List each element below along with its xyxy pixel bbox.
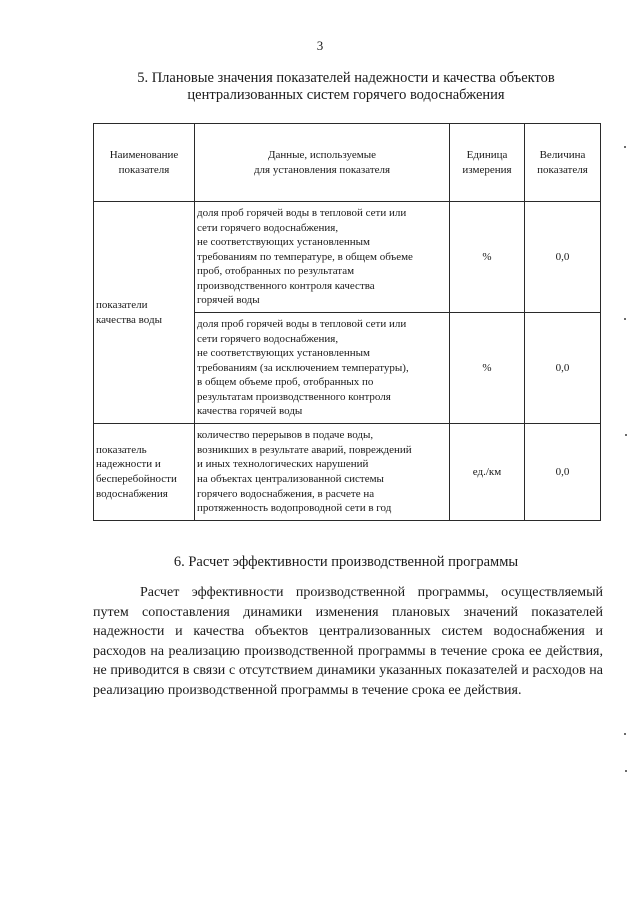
unit-cell: ед./км <box>450 424 525 521</box>
scan-mark <box>624 146 626 148</box>
table-row <box>94 424 601 521</box>
scan-mark <box>624 318 626 320</box>
indicators-table <box>93 123 601 521</box>
page-number: 3 <box>316 38 324 53</box>
header-indicator-name: Наименование показателя <box>94 124 195 202</box>
indicator-data-cell: доля проб горячей воды в тепловой сети или сети горячего водоснабжения, не соответствующих установленным требованиям (за исключением температуры), в общем объеме проб, отобранных по результатам производственного контроля качества горячей воды <box>195 313 450 424</box>
unit-cell: % <box>450 202 525 313</box>
table-row <box>94 202 601 313</box>
section-5-title <box>90 70 602 104</box>
section-5-title-line-1: 5. Плановые значения показателей надежности и качества объектов <box>137 70 555 86</box>
header-unit: Единица измерения <box>450 124 525 202</box>
scan-mark <box>624 733 626 735</box>
unit-cell: % <box>450 313 525 424</box>
header-indicator-data: Данные, используемые для установления показателя <box>195 124 450 202</box>
section-6-title: 6. Расчет эффективности производственной программы <box>173 554 519 570</box>
scan-mark <box>625 434 627 436</box>
scan-mark <box>625 770 627 772</box>
value-cell: 0,0 <box>525 313 601 424</box>
indicator-data-cell: доля проб горячей воды в тепловой сети или сети горячего водоснабжения, не соответствующих установленным требованиям по температуре, в общем объеме проб, отобранных по результатам производственного контроля качества горячей воды <box>195 202 450 313</box>
header-value: Величина показателя <box>525 124 601 202</box>
group-name-water-quality: показатели качества воды <box>94 202 195 424</box>
value-cell: 0,0 <box>525 424 601 521</box>
section-6-paragraph: Расчет эффективности производственной программы, осуществляемый путем сопоставления динамики изменения плановых значений показателей надежности и качества объектов централизованных систем водоснабжения и расходов на реализацию производственной программы в течение срока ее действия, не приводится в связи с отсутствием динамики указанных показателей и расходов на реализацию производственной программы в течение срока ее действия. <box>93 585 603 698</box>
table-header-row <box>94 124 601 202</box>
group-name-reliability: показатель надежности и бесперебойности водоснабжения <box>94 424 195 521</box>
section-5-title-line-2: централизованных систем горячего водоснабжения <box>187 87 505 103</box>
value-cell: 0,0 <box>525 202 601 313</box>
indicator-data-cell: количество перерывов в подаче воды, возникших в результате аварий, повреждений и иных технологических нарушений на объектах централизованной системы горячего водоснабжения, в расчете на протяженность водопроводной сети в год <box>195 424 450 521</box>
